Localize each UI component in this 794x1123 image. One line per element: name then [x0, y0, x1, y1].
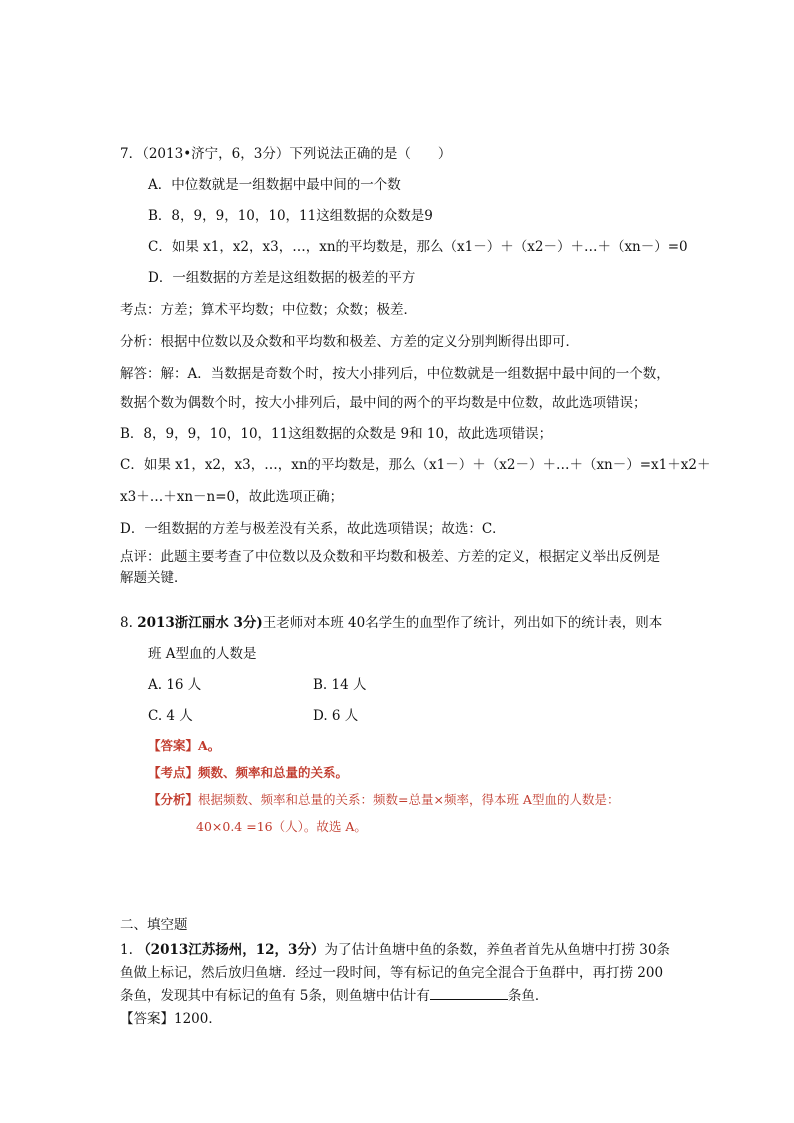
s2-q1-line3 [120, 987, 548, 1005]
s2-q1-number: 1. [120, 942, 133, 958]
q8-option-d: D. 6 人 [313, 708, 359, 724]
q8-calc: 40×0.4 =16（人）。故选 A。 [196, 819, 367, 834]
q8-option-b: B. 14 人 [313, 677, 367, 693]
q7-header [120, 145, 451, 163]
q8-stem-line2: 班 A型血的人数是 [148, 646, 257, 662]
answer-blank[interactable] [430, 987, 508, 1000]
q8-header [120, 614, 662, 632]
q7-jieda-line: 数据个数为偶数个时，按大小排列后，最中间的两个的平均数是中位数，故此选项错误； [120, 395, 647, 411]
q7-jieda-line: C．如果 x1，x2，x3，…，xn的平均数是，那么（x1－）＋（x2－）＋…＋（xn－）=x1＋x2＋ [120, 457, 711, 473]
q8-fenxi-tag: 【分析】 [148, 792, 199, 807]
q7-jieda-line: 解答：解：A．当数据是奇数个时，按大小排列后，中位数就是一组数据中最中间的一个数， [120, 366, 670, 382]
q8-kaodian: 【考点】频数、频率和总量的关系。 [148, 765, 349, 780]
section-title: 二、填空题 [120, 917, 188, 933]
q7-option-b: B．8，9，9，10，10，11这组数据的众数是9 [148, 208, 433, 224]
s2-q1-line1 [120, 941, 670, 959]
q8-answer: 【答案】A。 [148, 738, 221, 753]
q7-option-d: D．一组数据的方差是这组数据的极差的平方 [148, 270, 416, 286]
q7-jieda-line: x3＋…＋xn－n=0，故此选项正确； [120, 489, 344, 505]
q8-option-a: A. 16 人 [148, 677, 202, 693]
q7-dianping-line: 解题关键． [120, 570, 188, 586]
q7-jieda-line: D．一组数据的方差与极差没有关系，故此选项错误；故选：C． [120, 521, 506, 537]
q7-dianping-line: 点评：此题主要考查了中位数以及众数和平均数和极差、方差的定义，根据定义举出反例是 [120, 549, 660, 565]
q7-fenxi: 分析：根据中位数以及众数和平均数和极差、方差的定义分别判断得出即可． [120, 334, 579, 350]
q8-fenxi [148, 791, 619, 809]
q7-jieda-line: B．8，9，9，10，10，11这组数据的众数是 9和 10，故此选项错误； [120, 426, 553, 442]
q8-fenxi-text: 根据频数、频率和总量的关系：频数=总量×频率，得本班 A型血的人数是： [198, 792, 620, 807]
q8-number: 8. [120, 615, 133, 631]
q8-stem: 王老师对本班 40名学生的血型作了统计，列出如下的统计表，则本 [262, 615, 663, 631]
q7-option-c: C．如果 x1，x2，x3，…，xn的平均数是，那么（x1－）＋（x2－）＋…＋（xn－）=0 [148, 239, 688, 255]
q7-source: （2013•济宁，6，3分） [142, 146, 290, 162]
q7-number: 7． [120, 146, 143, 162]
s2-q1-text: 为了估计鱼塘中鱼的条数，养鱼者首先从鱼塘中打捞 30条 [324, 942, 670, 958]
q8-source: 2013浙江丽水 3分) [137, 615, 263, 631]
q8-option-c: C. 4 人 [148, 708, 193, 724]
s2-q1-line2: 鱼做上标记，然后放归鱼塘．经过一段时间，等有标记的鱼完全混合于鱼群中，再打捞 200 [120, 965, 664, 981]
s2-q1-answer: 【答案】1200． [120, 1011, 222, 1027]
q7-kaodian: 考点：方差；算术平均数；中位数；众数；极差． [120, 302, 417, 318]
s2-q1-text: 条鱼，发现其中有标记的鱼有 5条，则鱼塘中估计有 [120, 988, 430, 1004]
s2-q1-text: 条鱼． [507, 988, 549, 1004]
q7-stem: 下列说法正确的是（ ） [289, 146, 452, 162]
q7-option-a: A．中位数就是一组数据中最中间的一个数 [148, 177, 401, 193]
s2-q1-source: （2013江苏扬州，12，3分） [137, 942, 325, 958]
